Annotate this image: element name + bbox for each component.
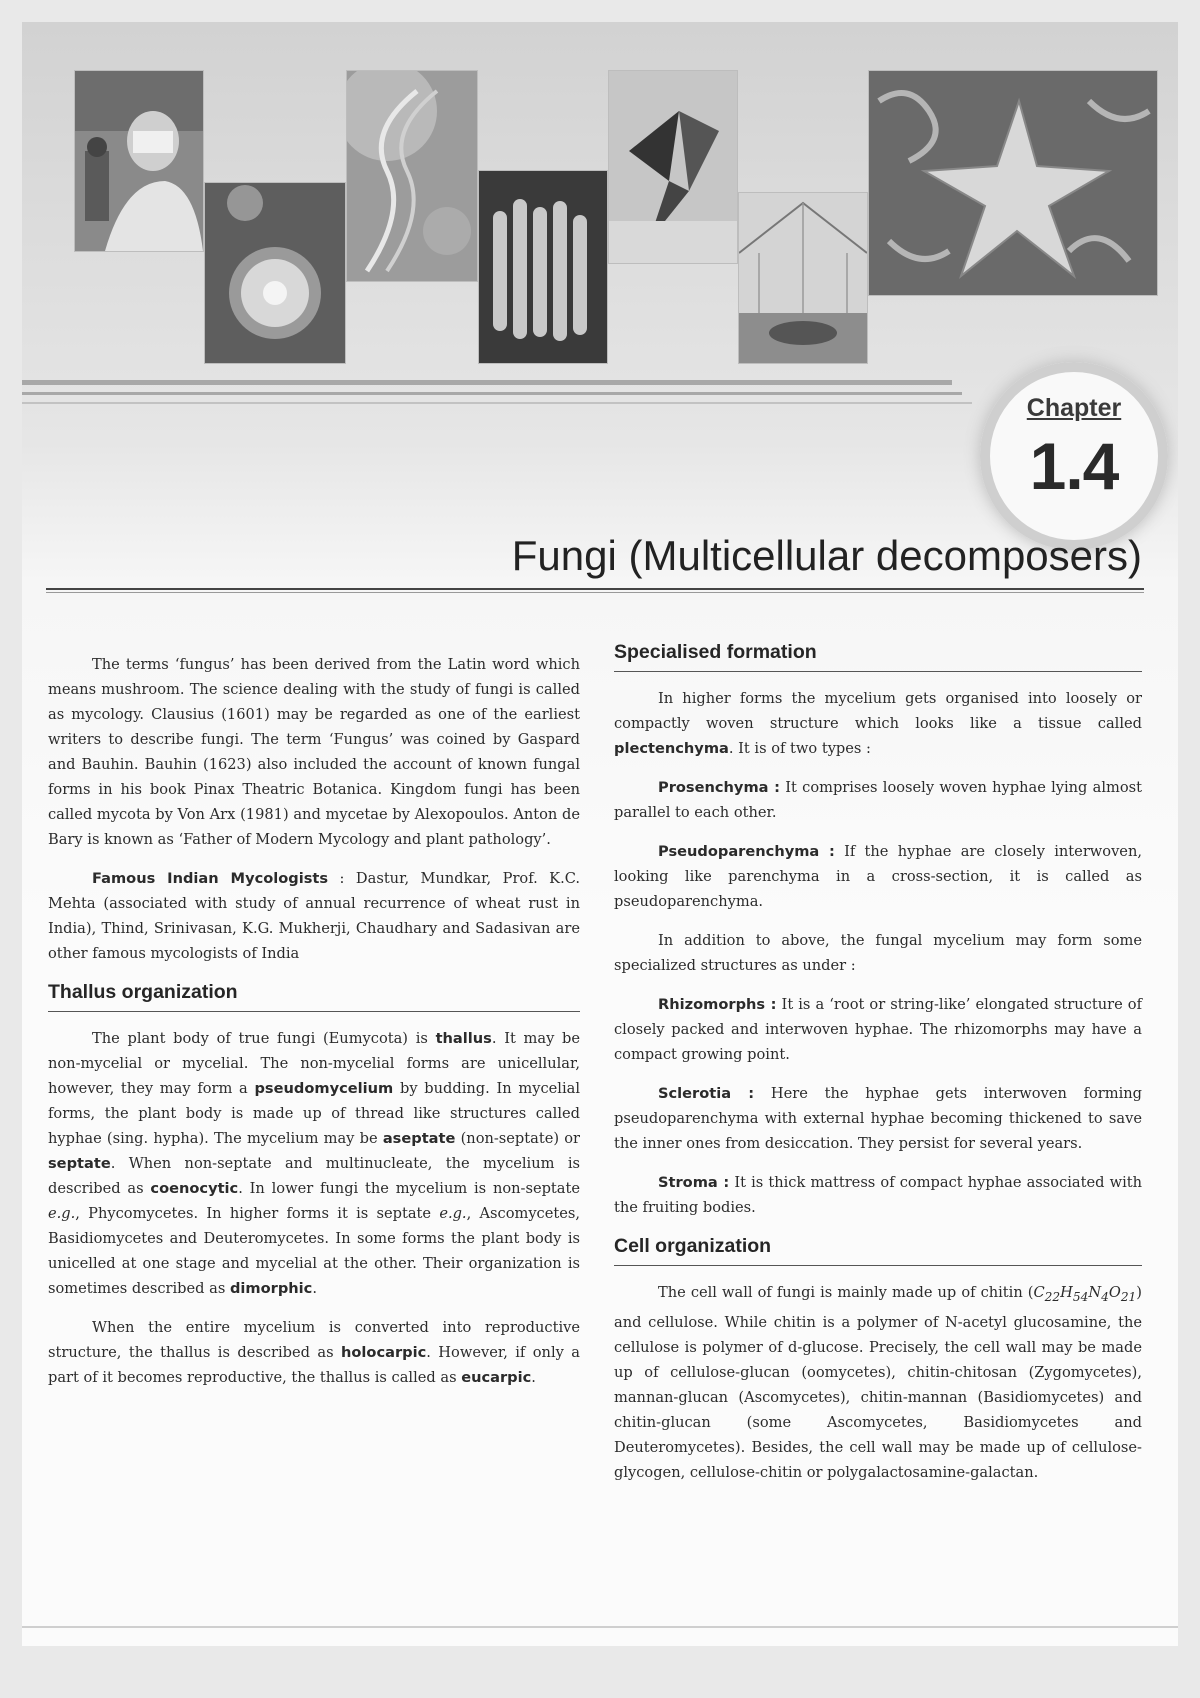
text-run: . It is of two types :: [728, 740, 871, 757]
term-plectenchyma: plectenchyma: [614, 740, 729, 757]
term-holocarpic: holocarpic: [341, 1344, 427, 1361]
thallus-heading: Thallus organization: [48, 980, 580, 1012]
text-run: 4: [1101, 1289, 1109, 1304]
mycologists-text: : Dastur, Mundkar, Prof. K.C. Mehta (associated with study of annual recurrence of wheat rust in India), Thind, Srinivasan, K.G. Mukherji, Chaudhary and Sadasivan are other famous mycologists of India: [48, 870, 581, 962]
title-rule: [46, 588, 1144, 590]
term-coenocytic: coenocytic: [150, 1180, 239, 1197]
text-run: by budding. In mycelial forms, the plant body is made up of thread like structures called hyphae (sing. hypha). The mycelium may be: [48, 1080, 580, 1147]
text-run: The plant body of true fungi (Eumycota) is: [92, 1030, 436, 1047]
greenhouse-photo: [738, 192, 868, 364]
text-run: ) and cellulose. While chitin is a polymer of N-acetyl glucosamine, the cellulose is polymer of d-glucose. Precisely, the cell wall may be made up of cellulose-glucan (oomycetes), chitin-chitosan (Zygomycetes), mannan-glucan (Ascomycetes), chitin-mannan (Basidiomycetes) and chitin-glucan (some Ascomycetes, Basidiomycetes and Deuteromycetes). Besides, the cell wall may be made up of cellulose-glycogen, cellulose-chitin or polygalactosamine-galactan.: [614, 1284, 1142, 1481]
text-run: It comprises loosely woven hyphae lying almost parallel to each other.: [614, 779, 1142, 821]
text-run: e.g.: [48, 1205, 76, 1222]
starfish-photo: [868, 70, 1158, 296]
banner-rule: [22, 380, 952, 385]
text-run: . When non-septate and multinucleate, the mycelium is described as: [48, 1155, 580, 1197]
text-run: e.g.: [439, 1205, 467, 1222]
footer-rule: [22, 1626, 1178, 1628]
text-run: .: [531, 1369, 536, 1386]
text-run: H: [1060, 1284, 1073, 1301]
dna-photo: [346, 70, 478, 282]
stroma-paragraph: [614, 1170, 1142, 1220]
pseudoparenchyma-paragraph: [614, 839, 1142, 914]
text-run: If the hyphae are closely interwoven, looking like parenchyma in a cross-section, it is called as pseudoparenchyma.: [614, 843, 1142, 910]
cell-organization-heading: Cell organization: [614, 1234, 1142, 1266]
text-run: It is a ‘root or string-like’ elongated structure of closely packed and interwoven hyphae. The rhizomorphs may have a compact growing point.: [614, 996, 1142, 1063]
text-run: O: [1108, 1284, 1121, 1301]
term-thallus: thallus: [435, 1030, 492, 1047]
text-run: (non-septate) or: [455, 1130, 580, 1147]
chapter-banner: [22, 22, 1178, 442]
text-run: C: [1033, 1284, 1045, 1301]
banner-rule: [22, 392, 962, 395]
text-run: It is thick mattress of compact hyphae associated with the fruiting bodies.: [614, 1174, 1143, 1216]
text-run: 22: [1044, 1289, 1061, 1304]
term-pseudomycelium: pseudomycelium: [254, 1080, 394, 1097]
text-run: The cell wall of fungi is mainly made up of chitin (: [658, 1284, 1034, 1301]
specialised-heading: Specialised formation: [614, 640, 1142, 672]
text-run: , Ascomycetes, Basidiomycetes and Deuteromycetes. In some forms the plant body is unicelled at one stage and mycelial at the other. Their organization is sometimes described as: [48, 1205, 580, 1297]
cell-wall-paragraph: [614, 1280, 1142, 1485]
chapter-number: 1.4: [1029, 429, 1119, 503]
page-title: Fungi (Multicellular decomposers): [511, 532, 1142, 579]
intro-paragraph: The terms ‘fungus’ has been derived from the Latin word which means mushroom. The science dealing with the study of fungi is called as mycology. Clausius (1601) may be regarded as one of the earliest writers to describe fungi. The term ‘Fungus’ was coined by Gaspard and Bauhin. Bauhin (1623) also included the account of known fungal forms in his book Pinax Theatric Botanica. Kingdom fungi has been called mycota by Von Arx (1981) and mycetae by Alexopoulos. Anton de Bary is known as ‘Father of Modern Mycology and plant pathology’.: [48, 656, 580, 848]
term-dimorphic: dimorphic: [229, 1280, 313, 1297]
cells-photo: [478, 170, 608, 364]
prosenchyma-paragraph: [614, 775, 1142, 825]
addition-paragraph: In addition to above, the fungal mycelium may form some specialized structures as under :: [614, 932, 1142, 974]
dandelion-photo: [204, 182, 346, 364]
term-stroma: Stroma :: [658, 1174, 730, 1191]
text-run: 54: [1072, 1289, 1089, 1304]
term-prosenchyma: Prosenchyma :: [658, 779, 781, 796]
banner-rule: [22, 402, 972, 404]
plectenchyma-paragraph: [614, 686, 1142, 761]
chapter-badge: [980, 362, 1168, 550]
right-column: [614, 640, 1142, 1499]
left-column: [48, 652, 580, 1404]
textbook-page: [22, 22, 1178, 1646]
term-aseptate: aseptate: [382, 1130, 456, 1147]
term-rhizomorphs: Rhizomorphs :: [658, 996, 777, 1013]
text-run: 21: [1120, 1289, 1137, 1304]
chapter-label: Chapter: [1026, 394, 1122, 422]
chitin-formula: [1033, 1284, 1137, 1304]
text-run: . In lower fungi the mycelium is non-septate: [238, 1180, 580, 1197]
thallus-paragraph: [48, 1026, 580, 1301]
text-run: . It may be non-mycelial or mycelial. The non-mycelial forms are unicellular, however, they may form a: [48, 1030, 580, 1097]
text-run: N: [1088, 1284, 1102, 1301]
sclerotia-paragraph: [614, 1081, 1142, 1156]
text-run: When the entire mycelium is converted into reproductive structure, the thallus is described as: [48, 1319, 580, 1361]
text-run: . However, if only a part of it becomes reproductive, the thallus is called as: [48, 1344, 580, 1386]
text-run: In higher forms the mycelium gets organised into loosely or compactly woven structure which looks like a tissue called: [614, 690, 1142, 732]
mycologists-paragraph: [48, 866, 580, 966]
text-run: .: [312, 1280, 317, 1297]
mycologists-label: Famous Indian Mycologists: [92, 870, 329, 887]
term-pseudoparenchyma: Pseudoparenchyma :: [658, 843, 835, 860]
term-septate: septate: [48, 1155, 111, 1172]
butterfly-photo: [608, 70, 738, 264]
title-rule: [46, 592, 1144, 593]
surgeon-photo: [74, 70, 204, 252]
text-run: Here the hyphae gets interwoven forming pseudoparenchyma with external hyphae becoming thickened to save the inner ones from desiccation. They persist for several years.: [614, 1085, 1143, 1152]
term-eucarpic: eucarpic: [461, 1369, 532, 1386]
text-run: , Phycomycetes. In higher forms it is septate: [75, 1205, 440, 1222]
term-sclerotia: Sclerotia :: [658, 1085, 755, 1102]
holocarpic-paragraph: [48, 1315, 580, 1390]
rhizomorphs-paragraph: [614, 992, 1142, 1067]
